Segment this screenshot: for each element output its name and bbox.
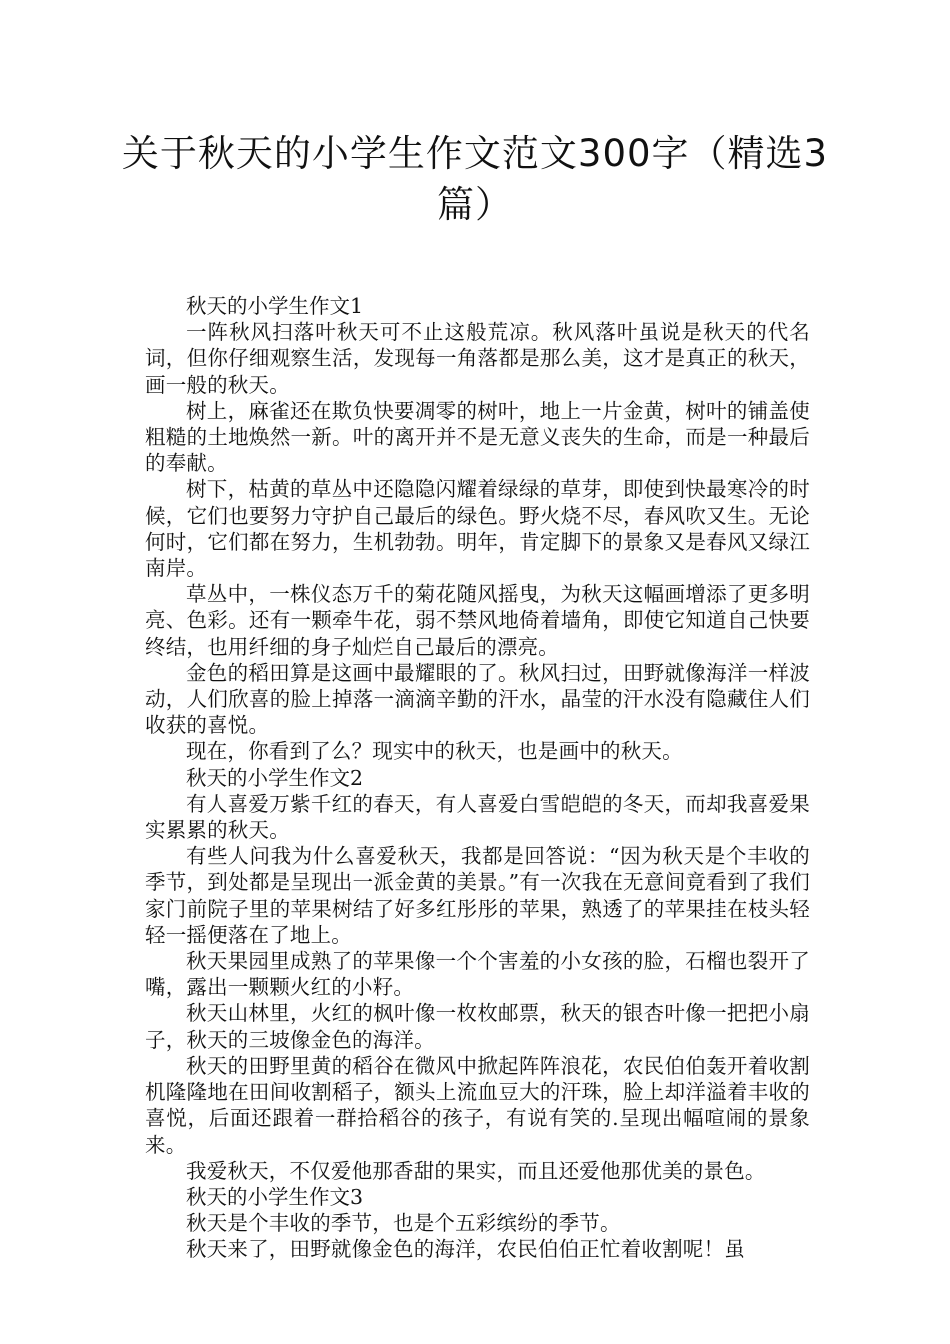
paragraph: 秋天山林里，火红的枫叶像一枚枚邮票，秋天的银杏叶像一把把小扇子，秋天的三坡像金色的海洋。 <box>145 1001 810 1052</box>
paragraph: 秋天果园里成熟了的苹果像一个个害羞的小女孩的脸，石榴也裂开了嘴，露出一颗颗火红的小籽。 <box>145 949 810 1000</box>
paragraph: 秋天是个丰收的季节，也是个五彩缤纷的季节。 <box>186 1211 621 1236</box>
paragraph: 秋天的田野里黄的稻谷在微风中掀起阵阵浪花，农民伯伯轰开着收割机隆隆地在田间收割稻子，额头上流血豆大的汗珠，脸上却洋溢着丰收的喜悦，后面还跟着一群拾稻谷的孩子，有说有笑的.呈现出幅喧闹的景象来。 <box>145 1053 810 1157</box>
paragraph: 一阵秋风扫落叶秋天可不止这般荒凉。秋风落叶虽说是秋天的代名词，但你仔细观察生活，发现每一角落都是那么美，这才是真正的秋天，画一般的秋天。 <box>145 320 810 397</box>
paragraph: 秋天来了，田野就像金色的海洋，农民伯伯正忙着收割呢！虽 <box>186 1237 745 1262</box>
paragraph: 树上，麻雀还在欺负快要凋零的树叶，地上一片金黄，树叶的铺盖使粗糙的土地焕然一新。叶的离开并不是无意义丧失的生命，而是一种最后的奉献。 <box>145 398 810 476</box>
paragraph: 草丛中，一株仪态万千的菊花随风摇曳，为秋天这幅画增添了更多明亮、色彩。还有一颗牵牛花，弱不禁风地倚着墙角，即使它知道自己快要终结，也用纤细的身子灿烂自己最后的漂亮。 <box>145 582 810 659</box>
paragraph: 有人喜爱万紫千红的春天，有人喜爱白雪皑皑的冬天，而却我喜爱果实累累的秋天。 <box>145 791 810 843</box>
section-heading: 秋天的小学生作文2 <box>186 765 364 790</box>
document-body <box>145 293 810 1263</box>
paragraph: 现在，你看到了么？现实中的秋天，也是画中的秋天。 <box>186 739 683 764</box>
paragraph: 我爱秋天，不仅爱他那香甜的果实，而且还爱他那优美的景色。 <box>186 1158 766 1183</box>
section-heading: 秋天的小学生作文3 <box>186 1184 364 1209</box>
section-heading: 秋天的小学生作文1 <box>186 294 364 318</box>
document-title: 关于秋天的小学生作文范文300字（精选3篇） <box>121 132 829 226</box>
paragraph: 树下，枯黄的草丛中还隐隐闪耀着绿绿的草芽，即使到快最寒冷的时候，它们也要努力守护自己最后的绿色。野火烧不尽，春风吹又生。无论何时，它们都在努力，生机勃勃。明年，肯定脚下的景象又是春风又绿江南岸。 <box>145 477 810 581</box>
paragraph: 金色的稻田算是这画中最耀眼的了。秋风扫过，田野就像海洋一样波动，人们欣喜的脸上掉落一滴滴辛勤的汗水，晶莹的汗水没有隐藏住人们收获的喜悦。 <box>145 660 810 738</box>
paragraph: 有些人问我为什么喜爱秋天，我都是回答说：“因为秋天是个丰收的季节，到处都是呈现出一派金黄的美景。”有一次我在无意间竟看到了我们家门前院子里的苹果树结了好多红彤彤的苹果，熟透了的苹果挂在枝头轻轻一摇便落在了地上。 <box>145 844 810 947</box>
